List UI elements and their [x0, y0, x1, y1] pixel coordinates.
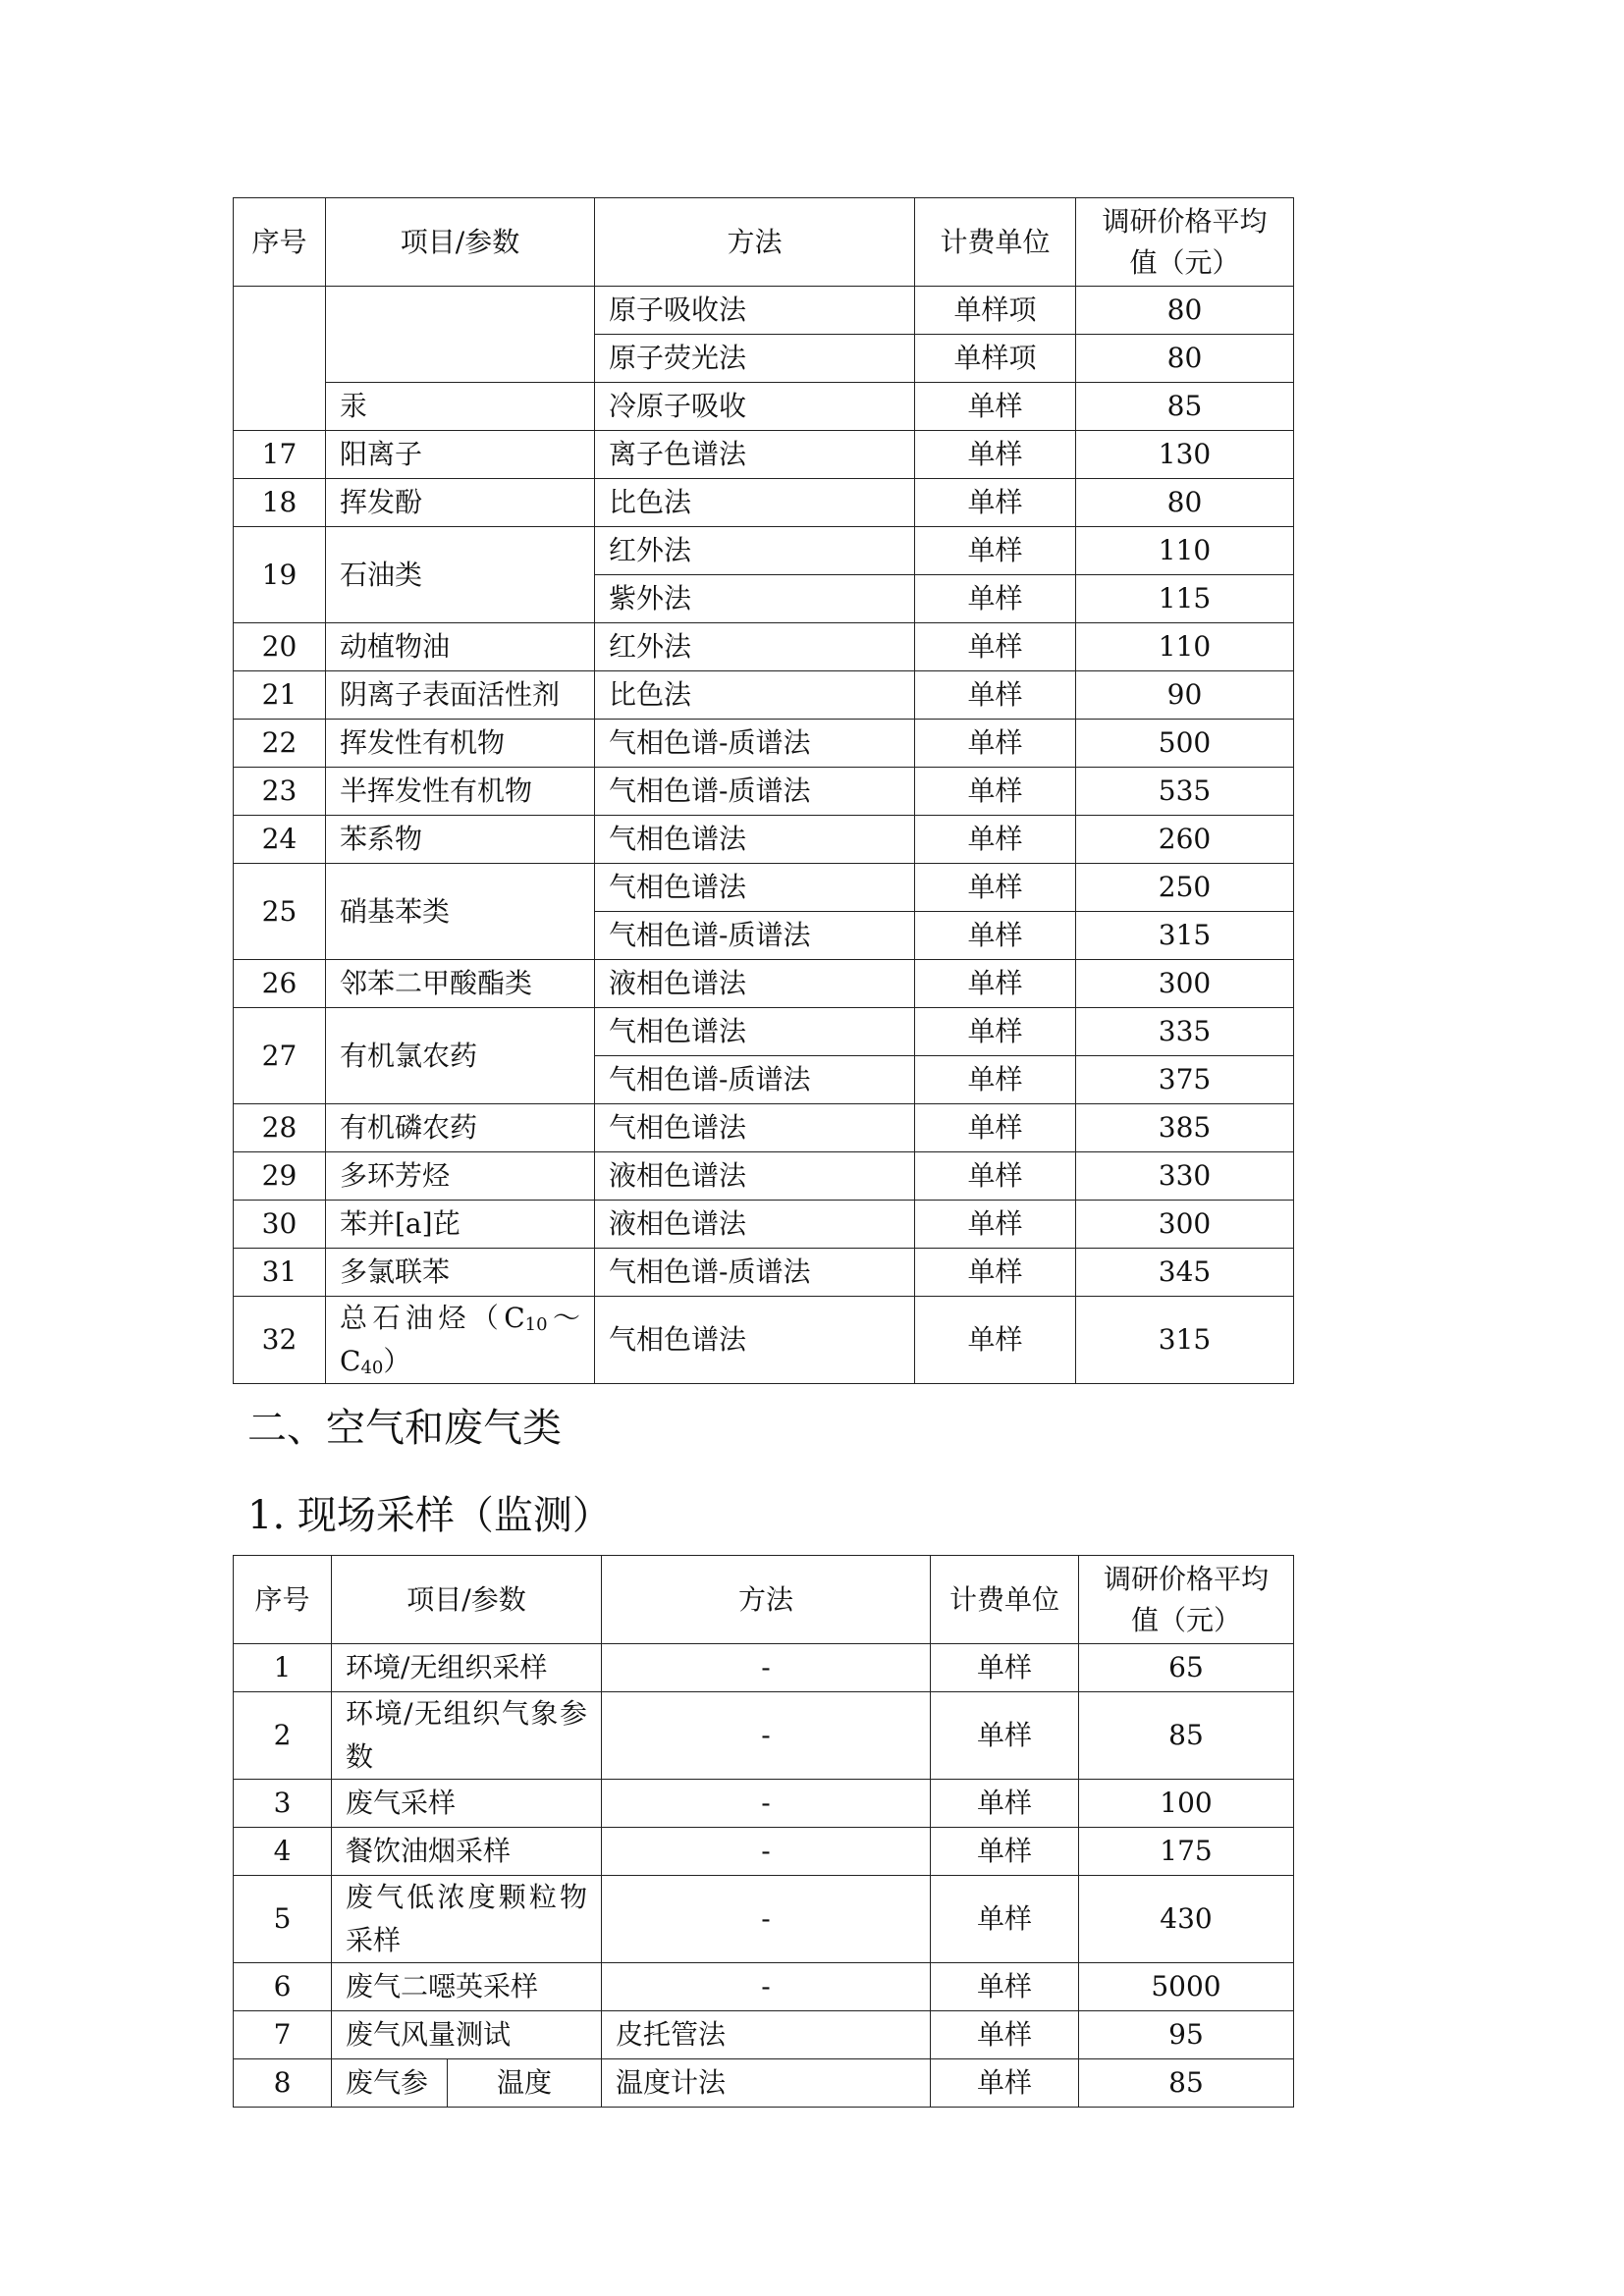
cell-method: 比色法 [595, 479, 915, 527]
cell-no: 22 [234, 720, 326, 768]
table-row [234, 864, 1294, 912]
header-item: 项目/参数 [332, 1556, 602, 1644]
subsection-heading: 1. 现场采样（监测） [247, 1493, 612, 1538]
cell-no: 19 [234, 527, 326, 623]
cell-unit: 单样 [915, 1104, 1076, 1152]
cell-unit: 单样 [931, 1828, 1079, 1876]
cell-unit: 单样 [915, 1152, 1076, 1201]
cell-item: 硝基苯类 [326, 864, 595, 960]
cell-price: 375 [1076, 1056, 1294, 1104]
cell-no: 6 [234, 1963, 332, 2011]
header-no: 序号 [234, 198, 326, 287]
table-row [234, 768, 1294, 816]
cell-no: 26 [234, 960, 326, 1008]
cell-unit: 单样 [915, 912, 1076, 960]
cell-price: 345 [1076, 1249, 1294, 1297]
cell-item: 废气参 [332, 2059, 448, 2108]
cell-price: 535 [1076, 768, 1294, 816]
cell-unit: 单样 [915, 575, 1076, 623]
cell-unit: 单样 [915, 1297, 1076, 1384]
cell-price: 335 [1076, 1008, 1294, 1056]
cell-item [326, 1297, 595, 1384]
cell-item: 有机氯农药 [326, 1008, 595, 1104]
item-text-part: ～ [547, 1302, 580, 1334]
cell-unit: 单样 [915, 1201, 1076, 1249]
cell-method: 紫外法 [595, 575, 915, 623]
table-row [234, 1104, 1294, 1152]
table-row [234, 1780, 1294, 1828]
cell-unit: 单样 [931, 1963, 1079, 2011]
header-price-line1: 调研价格平均 [1103, 1562, 1269, 1595]
cell-price: 315 [1076, 1297, 1294, 1384]
item-line2: 数 [346, 1740, 374, 1773]
cell-item: 动植物油 [326, 623, 595, 671]
table-row [234, 960, 1294, 1008]
cell-unit: 单样 [915, 671, 1076, 720]
cell-price: 85 [1079, 2059, 1294, 2108]
cell-item: 多环芳烃 [326, 1152, 595, 1201]
cell-price: 330 [1076, 1152, 1294, 1201]
table-row [234, 527, 1294, 575]
cell-no: 24 [234, 816, 326, 864]
cell-method: - [602, 1692, 931, 1780]
cell-unit: 单样 [915, 720, 1076, 768]
price-table-air-sampling [233, 1555, 1294, 2108]
cell-unit: 单样 [931, 1644, 1079, 1692]
cell-item: 汞 [326, 383, 595, 431]
cell-no: 32 [234, 1297, 326, 1384]
item-text-part: ） [383, 1345, 411, 1377]
cell-price: 95 [1079, 2011, 1294, 2059]
item-text-part: C [340, 1345, 361, 1377]
cell-method: 原子荧光法 [595, 335, 915, 383]
cell-price: 80 [1076, 335, 1294, 383]
cell-no: 1 [234, 1644, 332, 1692]
header-method: 方法 [595, 198, 915, 287]
cell-price: 85 [1076, 383, 1294, 431]
cell-item [332, 1876, 602, 1963]
cell-price: 385 [1076, 1104, 1294, 1152]
cell-unit: 单样项 [915, 335, 1076, 383]
cell-method: 冷原子吸收 [595, 383, 915, 431]
cell-price: 5000 [1079, 1963, 1294, 2011]
header-price-line2: 值（元） [1129, 245, 1240, 279]
header-item: 项目/参数 [326, 198, 595, 287]
header-price-line1: 调研价格平均 [1102, 204, 1268, 238]
table-header-row [234, 198, 1294, 287]
item-subscript: 10 [524, 1314, 548, 1335]
cell-method: - [602, 1963, 931, 2011]
cell-unit: 单样 [915, 1249, 1076, 1297]
cell-no: 25 [234, 864, 326, 960]
cell-price: 430 [1079, 1876, 1294, 1963]
cell-price: 80 [1076, 479, 1294, 527]
cell-item: 挥发性有机物 [326, 720, 595, 768]
cell-item: 废气风量测试 [332, 2011, 602, 2059]
cell-item: 阳离子 [326, 431, 595, 479]
cell-item: 邻苯二甲酸酯类 [326, 960, 595, 1008]
cell-price: 65 [1079, 1644, 1294, 1692]
header-no: 序号 [234, 1556, 332, 1644]
cell-no: 17 [234, 431, 326, 479]
cell-method: 气相色谱-质谱法 [595, 1056, 915, 1104]
cell-no: 27 [234, 1008, 326, 1104]
cell-no: 8 [234, 2059, 332, 2108]
cell-method: 气相色谱法 [595, 816, 915, 864]
table-row [234, 1249, 1294, 1297]
cell-method: 原子吸收法 [595, 287, 915, 335]
item-line2: 采样 [346, 1924, 402, 1956]
cell-price: 300 [1076, 1201, 1294, 1249]
cell-no: 7 [234, 2011, 332, 2059]
cell-unit: 单样 [931, 2059, 1079, 2108]
cell-unit: 单样 [915, 816, 1076, 864]
cell-no: 2 [234, 1692, 332, 1780]
cell-method: 比色法 [595, 671, 915, 720]
cell-unit: 单样 [915, 960, 1076, 1008]
table-row [234, 1201, 1294, 1249]
cell-method: 离子色谱法 [595, 431, 915, 479]
cell-no: 28 [234, 1104, 326, 1152]
table-row [234, 431, 1294, 479]
cell-price: 80 [1076, 287, 1294, 335]
cell-method: 气相色谱-质谱法 [595, 720, 915, 768]
cell-item: 废气二噁英采样 [332, 1963, 602, 2011]
cell-no: 23 [234, 768, 326, 816]
cell-price: 175 [1079, 1828, 1294, 1876]
table-header-row [234, 1556, 1294, 1644]
table-row [234, 816, 1294, 864]
cell-unit: 单样 [915, 431, 1076, 479]
cell-method: - [602, 1876, 931, 1963]
cell-method: 气相色谱-质谱法 [595, 768, 915, 816]
cell-price: 315 [1076, 912, 1294, 960]
cell-no [234, 287, 326, 431]
cell-price: 110 [1076, 623, 1294, 671]
cell-item: 苯系物 [326, 816, 595, 864]
cell-no: 4 [234, 1828, 332, 1876]
table-row [234, 2059, 1294, 2108]
cell-unit: 单样 [915, 479, 1076, 527]
cell-price: 115 [1076, 575, 1294, 623]
table-row [234, 479, 1294, 527]
header-method: 方法 [602, 1556, 931, 1644]
cell-no: 18 [234, 479, 326, 527]
cell-no: 29 [234, 1152, 326, 1201]
table-row [234, 383, 1294, 431]
cell-price: 90 [1076, 671, 1294, 720]
cell-method: - [602, 1780, 931, 1828]
cell-method: - [602, 1828, 931, 1876]
cell-method: 红外法 [595, 623, 915, 671]
cell-method: 液相色谱法 [595, 960, 915, 1008]
cell-item: 多氯联苯 [326, 1249, 595, 1297]
cell-unit: 单样 [931, 1876, 1079, 1963]
cell-method: 气相色谱-质谱法 [595, 1249, 915, 1297]
cell-item: 环境/无组织采样 [332, 1644, 602, 1692]
table-row [234, 1644, 1294, 1692]
table-row [234, 1963, 1294, 2011]
cell-item: 苯并[a]芘 [326, 1201, 595, 1249]
cell-price: 250 [1076, 864, 1294, 912]
cell-method: 气相色谱法 [595, 1297, 915, 1384]
table-row [234, 720, 1294, 768]
header-price [1079, 1556, 1294, 1644]
cell-item [326, 287, 595, 383]
table-row [234, 1152, 1294, 1201]
cell-unit: 单样 [931, 1692, 1079, 1780]
cell-item: 阴离子表面活性剂 [326, 671, 595, 720]
table-row [234, 623, 1294, 671]
cell-price: 260 [1076, 816, 1294, 864]
cell-price: 100 [1079, 1780, 1294, 1828]
cell-unit: 单样 [931, 1780, 1079, 1828]
cell-unit: 单样 [915, 1008, 1076, 1056]
cell-price: 500 [1076, 720, 1294, 768]
cell-item: 半挥发性有机物 [326, 768, 595, 816]
cell-price: 85 [1079, 1692, 1294, 1780]
header-price [1076, 198, 1294, 287]
cell-price: 110 [1076, 527, 1294, 575]
cell-method: - [602, 1644, 931, 1692]
cell-unit: 单样 [915, 1056, 1076, 1104]
cell-unit: 单样 [915, 527, 1076, 575]
cell-item: 餐饮油烟采样 [332, 1828, 602, 1876]
table-row [234, 1008, 1294, 1056]
cell-no: 20 [234, 623, 326, 671]
cell-method: 温度计法 [602, 2059, 931, 2108]
cell-item [332, 1692, 602, 1780]
cell-method: 气相色谱法 [595, 1008, 915, 1056]
cell-unit: 单样 [931, 2011, 1079, 2059]
table-row [234, 1692, 1294, 1780]
section-heading: 二、空气和废气类 [247, 1406, 562, 1451]
table-row [234, 2011, 1294, 2059]
cell-method: 皮托管法 [602, 2011, 931, 2059]
cell-price: 300 [1076, 960, 1294, 1008]
header-price-line2: 值（元） [1130, 1603, 1241, 1636]
cell-method: 液相色谱法 [595, 1152, 915, 1201]
item-line1: 环境/无组织气象参 [346, 1697, 587, 1730]
cell-method: 气相色谱法 [595, 864, 915, 912]
cell-unit: 单样 [915, 623, 1076, 671]
cell-method: 气相色谱法 [595, 1104, 915, 1152]
table-row [234, 1876, 1294, 1963]
header-unit: 计费单位 [915, 198, 1076, 287]
cell-no: 3 [234, 1780, 332, 1828]
table-row [234, 287, 1294, 335]
cell-no: 31 [234, 1249, 326, 1297]
table-row [234, 1297, 1294, 1384]
cell-unit: 单样 [915, 864, 1076, 912]
cell-method: 液相色谱法 [595, 1201, 915, 1249]
price-table-water [233, 197, 1294, 1384]
cell-method: 气相色谱-质谱法 [595, 912, 915, 960]
cell-item: 石油类 [326, 527, 595, 623]
item-line1: 废气低浓度颗粒物 [346, 1881, 587, 1913]
cell-no: 21 [234, 671, 326, 720]
table-row [234, 1828, 1294, 1876]
cell-unit: 单样 [915, 768, 1076, 816]
cell-method: 红外法 [595, 527, 915, 575]
cell-item: 有机磷农药 [326, 1104, 595, 1152]
cell-unit: 单样 [915, 383, 1076, 431]
table-row [234, 671, 1294, 720]
header-unit: 计费单位 [931, 1556, 1079, 1644]
cell-sub-item: 温度 [448, 2059, 602, 2108]
item-text-part: 总石油烃（C [340, 1302, 525, 1334]
cell-price: 130 [1076, 431, 1294, 479]
cell-unit: 单样项 [915, 287, 1076, 335]
cell-no: 5 [234, 1876, 332, 1963]
cell-no: 30 [234, 1201, 326, 1249]
cell-item: 废气采样 [332, 1780, 602, 1828]
cell-item: 挥发酚 [326, 479, 595, 527]
item-subscript: 40 [360, 1358, 384, 1378]
